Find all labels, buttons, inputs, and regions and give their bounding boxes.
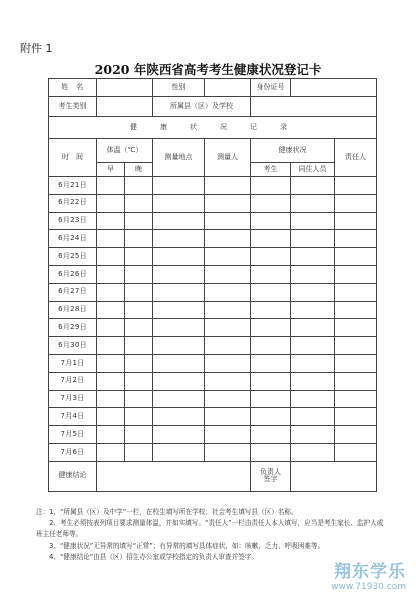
morning-temp-cell [97,443,125,461]
location-cell [153,248,205,266]
morning-temp-cell [97,390,125,408]
measurer-cell [205,248,251,266]
signature-value-cell [291,461,377,491]
companions-status-cell [291,372,335,390]
conclusion-label: 健康结论 [49,461,97,491]
date-cell: 7月4日 [49,408,97,426]
candidate-status-cell [251,301,291,319]
watermark-url: www.71930.com [331,582,406,592]
health-status-column-header: 健康状况 [251,139,335,163]
category-value-cell [97,97,153,117]
morning-temp-cell [97,408,125,426]
document-title: 2020 年陕西省高考考生健康状况登记卡 [94,62,322,77]
date-row [49,301,377,319]
companions-status-cell [291,230,335,248]
location-cell [153,354,205,372]
date-row [49,177,377,195]
date-row [49,265,377,283]
location-cell [153,283,205,301]
signature-label: 签字 [263,475,278,484]
evening-temp-cell [125,177,153,195]
companions-status-cell [291,265,335,283]
responsible-cell [335,212,377,230]
date-row [49,408,377,426]
measurer-cell [205,230,251,248]
companions-status-cell [291,354,335,372]
measurer-cell [205,443,251,461]
evening-temp-cell [125,390,153,408]
candidate-status-cell [251,194,291,212]
morning-temp-cell [97,248,125,266]
location-column-header: 测量地点 [153,139,205,177]
candidate-status-cell [251,230,291,248]
time-column-header: 时 间 [49,139,97,177]
health-record-title: 健 康 状 况 记 录 [49,117,377,139]
date-row [49,212,377,230]
location-cell [153,230,205,248]
evening-temp-cell [125,194,153,212]
date-row [49,230,377,248]
date-row [49,319,377,337]
note-line: 注：1、“所属县（区）及中学”一栏，在校生填写所在学校；社会考生填写县（区）名称。 [36,508,298,516]
category-row [49,97,377,117]
date-row [49,354,377,372]
evening-temp-cell [125,319,153,337]
candidate-status-cell [251,248,291,266]
date-row [49,372,377,390]
date-cell: 6月23日 [49,212,97,230]
morning-temp-cell [97,426,125,444]
date-cell: 7月3日 [49,390,97,408]
measurer-cell [205,337,251,355]
note-line: 3、“健康状况”无异常的填写“正常”；有异常的填写具体症状，如：咳嗽、乏力、呼吸困难等。 [36,541,325,550]
conclusion-value-cell [97,461,251,491]
morning-temp-cell [97,354,125,372]
location-cell [153,177,205,195]
date-cell: 6月30日 [49,337,97,355]
column-header-row [49,139,377,163]
responsible-cell [335,248,377,266]
responsible-cell [335,230,377,248]
evening-temp-cell [125,301,153,319]
district-school-label: 所属县（区）及学校 [153,97,251,117]
notes-section [36,507,384,563]
candidate-status-cell [251,408,291,426]
location-cell [153,443,205,461]
responsible-cell [335,319,377,337]
morning-temp-cell [97,212,125,230]
health-record-title-row [49,117,377,139]
measurer-cell [205,265,251,283]
date-cell: 7月1日 [49,354,97,372]
id-number-value-cell [291,79,377,97]
morning-temp-cell [97,230,125,248]
measurer-cell [205,283,251,301]
evening-temp-cell [125,426,153,444]
evening-temp-cell [125,408,153,426]
measurer-cell [205,212,251,230]
date-cell: 6月25日 [49,248,97,266]
attachment-label: 附件 1 [20,42,53,55]
companions-status-cell [291,319,335,337]
location-cell [153,390,205,408]
companions-status-cell [291,390,335,408]
gender-value-cell [205,79,251,97]
date-cell: 6月28日 [49,301,97,319]
responsible-cell [335,194,377,212]
date-row [49,248,377,266]
morning-subheader: 早 [97,163,125,177]
person-in-charge-label: 负责人 [260,467,281,476]
candidate-status-cell [251,177,291,195]
evening-temp-cell [125,283,153,301]
date-row [49,426,377,444]
measurer-cell [205,390,251,408]
companions-status-cell [291,408,335,426]
measurer-cell [205,194,251,212]
evening-temp-cell [125,443,153,461]
responsible-cell [335,177,377,195]
candidate-status-cell [251,212,291,230]
candidate-status-cell [251,390,291,408]
category-label: 考生类别 [49,97,97,117]
location-cell [153,265,205,283]
responsible-column-header: 责任人 [335,139,377,177]
candidate-status-cell [251,443,291,461]
responsible-cell [335,390,377,408]
companions-status-cell [291,337,335,355]
evening-temp-cell [125,230,153,248]
candidate-subheader: 考生 [251,163,291,177]
candidate-status-cell [251,372,291,390]
responsible-cell [335,265,377,283]
date-row [49,390,377,408]
morning-temp-cell [97,177,125,195]
evening-temp-cell [125,212,153,230]
date-row [49,194,377,212]
date-row [49,337,377,355]
location-cell [153,426,205,444]
candidate-status-cell [251,426,291,444]
date-cell: 7月6日 [49,443,97,461]
note-line: 4、“健康结论”由县（区）招生办公室或学校指定的负责人审查并签字。 [36,552,259,561]
companions-status-cell [291,212,335,230]
candidate-status-cell [251,319,291,337]
responsible-cell [335,283,377,301]
location-cell [153,301,205,319]
candidate-status-cell [251,337,291,355]
date-cell: 6月29日 [49,319,97,337]
location-cell [153,372,205,390]
name-row [49,79,377,97]
conclusion-row [49,461,377,491]
responsible-cell [335,354,377,372]
date-cell: 7月2日 [49,372,97,390]
evening-temp-cell [125,265,153,283]
location-cell [153,319,205,337]
responsible-cell [335,408,377,426]
morning-temp-cell [97,319,125,337]
watermark-logo: 翔东学乐 [334,562,406,582]
companions-status-cell [291,301,335,319]
name-value-cell [97,79,153,97]
person-in-charge-signature-label [251,461,291,491]
morning-temp-cell [97,301,125,319]
companions-subheader: 同住人员 [291,163,335,177]
watermark [331,557,406,592]
gender-label: 性别 [153,79,205,97]
companions-status-cell [291,248,335,266]
evening-temp-cell [125,248,153,266]
location-cell [153,337,205,355]
measurer-cell [205,301,251,319]
evening-subheader: 晚 [125,163,153,177]
responsible-cell [335,337,377,355]
district-school-value-cell [251,97,377,117]
measurer-cell [205,426,251,444]
health-registration-table [48,78,377,492]
morning-temp-cell [97,372,125,390]
companions-status-cell [291,194,335,212]
measurer-cell [205,372,251,390]
evening-temp-cell [125,372,153,390]
date-cell: 6月22日 [49,194,97,212]
location-cell [153,212,205,230]
companions-status-cell [291,443,335,461]
candidate-status-cell [251,265,291,283]
id-number-label: 身份证号 [251,79,291,97]
morning-temp-cell [97,265,125,283]
evening-temp-cell [125,337,153,355]
date-cell: 6月27日 [49,283,97,301]
date-cell: 6月26日 [49,265,97,283]
measurer-cell [205,177,251,195]
name-label: 姓 名 [49,79,97,97]
morning-temp-cell [97,283,125,301]
measurer-cell [205,319,251,337]
date-cell: 7月5日 [49,426,97,444]
candidate-status-cell [251,354,291,372]
companions-status-cell [291,283,335,301]
responsible-cell [335,443,377,461]
measurer-cell [205,408,251,426]
companions-status-cell [291,426,335,444]
date-row [49,283,377,301]
note-line: 2、考生必须按表列项目要求测量体温，并如实填写。“责任人”一栏由责任人本人填写，应当是考生家长、监护人或班主任老师等。 [36,519,384,539]
morning-temp-cell [97,337,125,355]
measurer-cell [205,354,251,372]
companions-status-cell [291,177,335,195]
measurer-column-header: 测量人 [205,139,251,177]
location-cell [153,408,205,426]
temperature-column-header: 体温（℃） [97,139,153,163]
date-cell: 6月24日 [49,230,97,248]
morning-temp-cell [97,194,125,212]
candidate-status-cell [251,283,291,301]
evening-temp-cell [125,354,153,372]
date-cell: 6月21日 [49,177,97,195]
location-cell [153,194,205,212]
responsible-cell [335,372,377,390]
date-row [49,443,377,461]
responsible-cell [335,426,377,444]
responsible-cell [335,301,377,319]
